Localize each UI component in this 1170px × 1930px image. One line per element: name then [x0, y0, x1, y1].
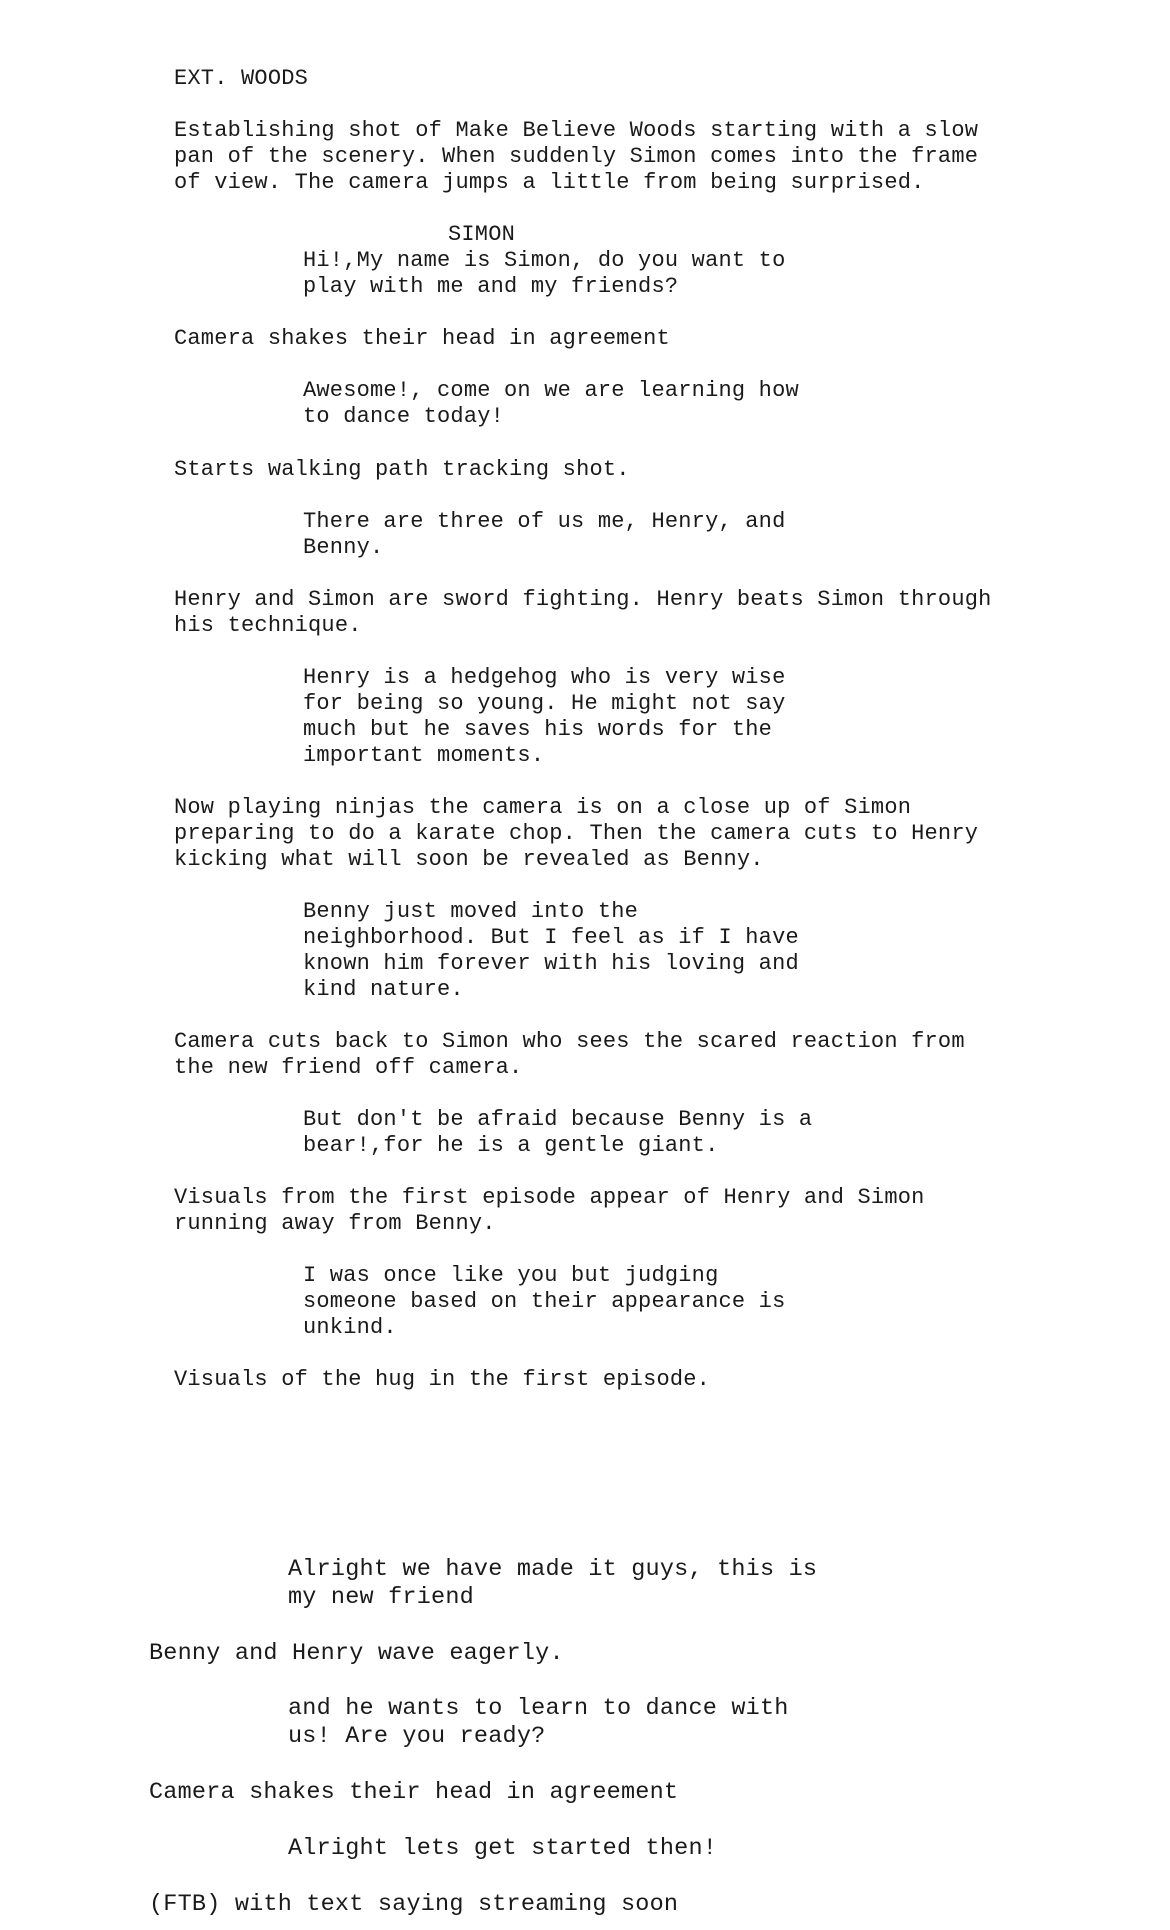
- dialogue-line: Awesome!, come on we are learning how: [303, 378, 799, 403]
- dialogue-line: unkind.: [303, 1315, 397, 1340]
- dialogue-line: Alright we have made it guys, this is: [288, 1556, 818, 1583]
- dialogue-line: I was once like you but judging: [303, 1263, 719, 1288]
- dialogue-line: much but he saves his words for the: [303, 717, 773, 742]
- dialogue-line: But don't be afraid because Benny is a: [303, 1107, 813, 1132]
- action-line: pan of the scenery. When suddenly Simon comes into the frame: [174, 144, 979, 169]
- dialogue-line: known him forever with his loving and: [303, 951, 799, 976]
- action-line: Visuals from the first episode appear of Henry and Simon: [174, 1185, 925, 1210]
- action-line: Camera cuts back to Simon who sees the scared reaction from: [174, 1029, 965, 1054]
- action-line: Henry and Simon are sword fighting. Henry beats Simon through: [174, 587, 992, 612]
- action-line: his technique.: [174, 613, 362, 638]
- dialogue-line: Benny just moved into the: [303, 899, 639, 924]
- dialogue-line: my new friend: [288, 1584, 474, 1611]
- dialogue-line: There are three of us me, Henry, and: [303, 509, 786, 534]
- action-line: Camera shakes their head in agreement: [149, 1779, 679, 1806]
- action-line: kicking what will soon be revealed as Benny.: [174, 847, 764, 872]
- action-line: Establishing shot of Make Believe Woods starting with a slow: [174, 118, 979, 143]
- action-line: of view. The camera jumps a little from being surprised.: [174, 170, 925, 195]
- dialogue-line: and he wants to learn to dance with: [288, 1695, 789, 1722]
- action-line: (FTB) with text saying streaming soon: [149, 1891, 679, 1918]
- dialogue-line: someone based on their appearance is: [303, 1289, 786, 1314]
- dialogue-line: Henry is a hedgehog who is very wise: [303, 665, 786, 690]
- action-line: the new friend off camera.: [174, 1055, 523, 1080]
- dialogue-line: us! Are you ready?: [288, 1723, 546, 1750]
- action-line: running away from Benny.: [174, 1211, 496, 1236]
- action-line: Visuals of the hug in the first episode.: [174, 1367, 711, 1392]
- dialogue-line: neighborhood. But I feel as if I have: [303, 925, 799, 950]
- action-line: Camera shakes their head in agreement: [174, 326, 670, 351]
- dialogue-line: important moments.: [303, 743, 545, 768]
- action-line: Benny and Henry wave eagerly.: [149, 1640, 564, 1667]
- action-line: preparing to do a karate chop. Then the camera cuts to Henry: [174, 821, 979, 846]
- dialogue-line: Hi!,My name is Simon, do you want to: [303, 248, 786, 273]
- scene-heading: EXT. WOODS: [174, 66, 309, 91]
- character-name: SIMON: [448, 222, 516, 247]
- dialogue-line: Alright lets get started then!: [288, 1835, 718, 1862]
- dialogue-line: Benny.: [303, 535, 384, 560]
- action-line: Starts walking path tracking shot.: [174, 457, 630, 482]
- dialogue-line: for being so young. He might not say: [303, 691, 786, 716]
- dialogue-line: play with me and my friends?: [303, 274, 679, 299]
- action-line: Now playing ninjas the camera is on a close up of Simon: [174, 795, 912, 820]
- dialogue-line: kind nature.: [303, 977, 464, 1002]
- dialogue-line: bear!,for he is a gentle giant.: [303, 1133, 719, 1158]
- dialogue-line: to dance today!: [303, 404, 505, 429]
